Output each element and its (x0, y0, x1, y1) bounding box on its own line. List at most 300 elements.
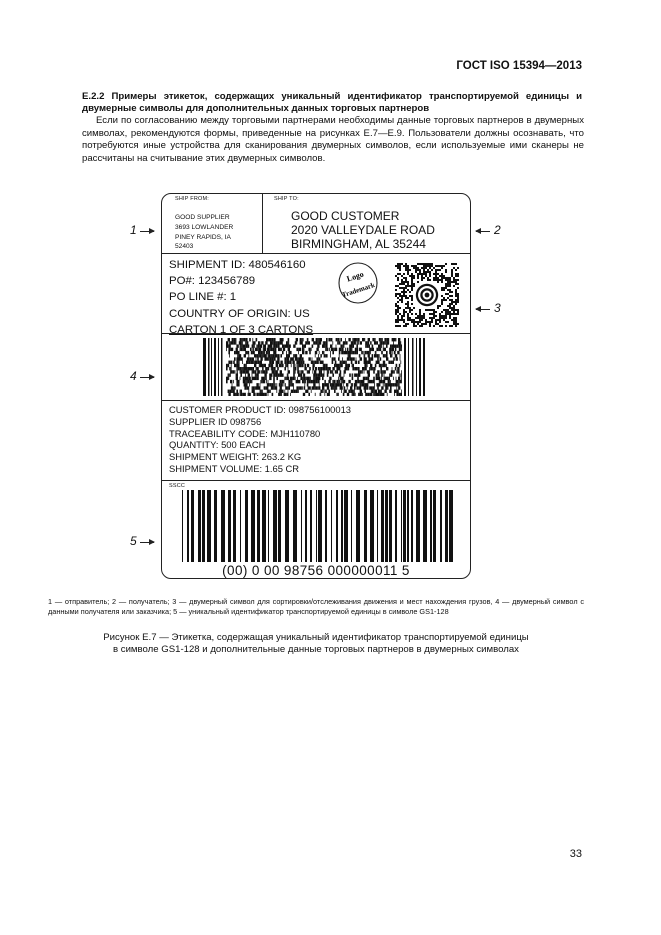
pdf417-module (360, 390, 362, 393)
pdf417-module (238, 383, 240, 386)
qr-module (439, 319, 441, 321)
pdf417-module (376, 373, 378, 376)
pdf417-module (328, 367, 329, 370)
qr-module (405, 297, 407, 299)
pdf417-module (364, 351, 366, 354)
pdf417-module (335, 361, 337, 364)
pdf417-module (272, 370, 274, 373)
pdf417-module (240, 370, 242, 373)
pdf417-module (347, 348, 349, 351)
pdf417-module (345, 338, 346, 341)
pdf417-module (257, 370, 259, 373)
pdf417-module (382, 338, 383, 341)
body-paragraph-text: Если по согласованию между торговыми партнерами необходимы данные торговых партнеров в двумерных символах, рекомендуются формы, приведенные на рисунках E.7—E.9. Пользователи должны осознавать, что потребуются иные устройства для сканирования двумерных символов, если используемые ими сканеры не рассчитаны на считывание этих двумерных символов. (82, 115, 584, 164)
pdf417-module (360, 357, 362, 360)
pdf417-module (338, 377, 339, 380)
pdf417-module (243, 370, 245, 373)
pdf417-module (268, 390, 270, 393)
pdf417-module (317, 341, 319, 344)
pdf417-module (301, 370, 303, 373)
pdf417-module (277, 373, 279, 376)
callout-1: 1 (130, 223, 137, 237)
pdf417-module (293, 364, 295, 367)
qr-module (457, 293, 459, 295)
pdf417-module (341, 380, 342, 383)
pdf417-stop-bar (419, 338, 421, 396)
pdf417-stop-bar (412, 338, 414, 396)
pdf417-module (358, 361, 360, 364)
pdf417-module (322, 383, 324, 386)
pdf417-module (344, 367, 346, 370)
pdf417-module (305, 390, 306, 393)
pdf417-module (325, 367, 327, 370)
pdf417-module (389, 351, 391, 354)
pdf417-module (353, 341, 355, 344)
qr-module (443, 289, 445, 291)
pdf417-module (282, 338, 284, 341)
pdf417-module (303, 377, 304, 380)
pdf417-module (317, 338, 319, 341)
pdf417-module (263, 354, 264, 357)
pdf417-module (392, 338, 394, 341)
qr-module (397, 319, 399, 321)
pdf417-module (337, 393, 339, 396)
pdf417-module (401, 373, 402, 376)
pdf417-module (353, 390, 355, 393)
pdf417-module (354, 383, 356, 386)
pdf417-module (238, 351, 240, 354)
pdf417-module (338, 380, 339, 383)
qr-module (449, 295, 451, 297)
pdf417-module (240, 367, 242, 370)
qr-module (407, 313, 409, 315)
pdf417-module (362, 338, 364, 341)
qr-module (441, 287, 443, 289)
pdf417-module (272, 348, 274, 351)
qr-module (449, 307, 451, 309)
qr-module (451, 301, 453, 303)
pdf417-module (281, 393, 282, 396)
qr-module (437, 265, 439, 267)
pdf417-module (293, 383, 294, 386)
sscc-bar (423, 490, 427, 562)
pdf417-module (311, 390, 312, 393)
pdf417-module (329, 348, 330, 351)
qr-module (455, 319, 457, 321)
pdf417-module (231, 386, 233, 389)
pdf417-module (302, 351, 304, 354)
body-paragraph (82, 115, 584, 165)
pdf417-module (288, 380, 290, 383)
pdf417-module (390, 344, 392, 347)
pdf417-module (280, 373, 282, 376)
qr-module (403, 291, 405, 293)
pdf417-module (362, 380, 364, 383)
qr-module (411, 281, 413, 283)
pdf417-module (359, 348, 360, 351)
pdf417-module (226, 364, 228, 367)
sscc-bar (310, 490, 312, 562)
pdf417-module (357, 373, 358, 376)
pdf417-module (295, 367, 297, 370)
pdf417-module (385, 383, 387, 386)
pdf417-module (372, 380, 374, 383)
pdf417-module (249, 380, 251, 383)
pdf417-module (278, 361, 280, 364)
pdf417-module (355, 351, 357, 354)
pdf417-module (291, 380, 292, 383)
pdf417-module (257, 348, 259, 351)
sscc-bar (240, 490, 241, 562)
qr-module (411, 299, 413, 301)
pdf417-module (305, 380, 306, 383)
pdf417-module (240, 393, 242, 396)
pdf417-module (306, 341, 308, 344)
pdf417-module (303, 338, 304, 341)
qr-module (449, 305, 451, 307)
sscc-bar (344, 490, 348, 562)
pdf417-module (261, 341, 263, 344)
sscc-bar (411, 490, 413, 562)
pdf417-module (256, 373, 258, 376)
pdf417-module (345, 341, 347, 344)
pdf417-module (288, 386, 289, 389)
qr-module (441, 303, 443, 305)
pdf417-module (296, 364, 297, 367)
pdf417-module (340, 338, 342, 341)
pdf417-module (255, 370, 257, 373)
pdf417-module (276, 373, 278, 376)
pdf417-module (334, 380, 336, 383)
customer-product-id: CUSTOMER PRODUCT ID: 098756100013 (169, 404, 352, 415)
pdf417-module (249, 383, 250, 386)
pdf417-module (232, 383, 233, 386)
qr-module (397, 265, 399, 267)
pdf417-module (385, 354, 387, 357)
pdf417-module (345, 348, 346, 351)
qr-module (411, 309, 413, 311)
pdf417-module (293, 373, 294, 376)
qr-module (453, 309, 455, 311)
pdf417-module (360, 370, 362, 373)
sscc-bar (351, 490, 352, 562)
qr-module (429, 325, 431, 327)
qr-module (453, 279, 455, 281)
pdf417-stop-bar (416, 338, 417, 396)
sscc-bar (251, 490, 255, 562)
qr-module (453, 301, 455, 303)
pdf417-module (252, 357, 254, 360)
pdf417-module (240, 348, 241, 351)
qr-module (441, 311, 443, 313)
pdf417-module (386, 357, 388, 360)
pdf417-module (243, 338, 244, 341)
pdf417-module (381, 377, 382, 380)
qr-module (411, 275, 413, 277)
qr-module (399, 295, 401, 297)
pdf417-module (375, 338, 376, 341)
pdf417-module (233, 393, 235, 396)
pdf417-module (335, 370, 337, 373)
qr-module (401, 287, 403, 289)
qr-module (395, 325, 397, 327)
qr-module (427, 309, 429, 311)
qr-module (399, 325, 401, 327)
pdf417-module (320, 367, 322, 370)
pdf417-module (293, 354, 295, 357)
pdf417-module (378, 383, 380, 386)
pdf417-module (325, 341, 327, 344)
pdf417-module (390, 383, 392, 386)
pdf417-module (307, 338, 309, 341)
pdf417-module (309, 351, 310, 354)
pdf417-module (328, 390, 330, 393)
qr-module (455, 275, 457, 277)
pdf417-module (228, 393, 230, 396)
pdf417-module (263, 367, 264, 370)
pdf417-module (290, 357, 291, 360)
pdf417-module (300, 338, 302, 341)
pdf417-module (315, 386, 316, 389)
qr-module (449, 317, 451, 319)
pdf417-module (343, 361, 345, 364)
pdf417-module (356, 383, 357, 386)
pdf417-module (365, 393, 367, 396)
qr-module (447, 281, 449, 283)
qr-module (397, 301, 399, 303)
pdf417-module (289, 361, 291, 364)
pdf417-module (324, 354, 326, 357)
pdf417-module (238, 364, 240, 367)
qr-module (413, 265, 415, 267)
pdf417-module (258, 351, 260, 354)
pdf417-module (368, 393, 370, 396)
pdf417-module (264, 373, 266, 376)
sscc-bar (341, 490, 343, 562)
pdf417-module (236, 393, 237, 396)
pdf417-module (302, 344, 304, 347)
pdf417-module (376, 393, 378, 396)
pdf417-module (285, 377, 287, 380)
pdf417-module (276, 364, 278, 367)
pdf417-module (367, 364, 368, 367)
qr-module (455, 301, 457, 303)
qr-module (419, 269, 421, 271)
pdf417-module (352, 338, 353, 341)
pdf417-module (252, 370, 254, 373)
pdf417-module (260, 361, 262, 364)
pdf417-module (293, 367, 295, 370)
pdf417-module (386, 377, 388, 380)
pdf417-module (383, 383, 384, 386)
pdf417-module (255, 386, 256, 389)
pdf417-module (296, 338, 298, 341)
pdf417-module (298, 380, 300, 383)
pdf417-module (300, 377, 302, 380)
qr-module (451, 281, 453, 283)
pdf417-module (287, 377, 289, 380)
pdf417-module (324, 370, 325, 373)
qr-module (421, 275, 423, 277)
pdf417-module (368, 373, 370, 376)
ship-to-heading: SHIP TO: (274, 196, 299, 202)
pdf417-module (240, 370, 241, 373)
qr-module (399, 263, 401, 265)
qr-module (399, 299, 401, 301)
pdf417-module (265, 370, 267, 373)
pdf417-module (349, 357, 350, 360)
pdf417-module (316, 341, 318, 344)
pdf417-module (366, 361, 368, 364)
pdf417-module (245, 351, 247, 354)
pdf417-module (349, 344, 350, 347)
pdf417-module (242, 338, 243, 341)
pdf417-module (322, 377, 324, 380)
pdf417-module (317, 386, 319, 389)
qr-module (443, 277, 445, 279)
pdf417-module (372, 386, 374, 389)
pdf417-module (389, 348, 391, 351)
pdf417-module (352, 364, 354, 367)
pdf417-module (333, 357, 334, 360)
pdf417-module (295, 354, 297, 357)
qr-module (409, 317, 411, 319)
qr-module (455, 299, 457, 301)
pdf417-module (229, 367, 231, 370)
pdf417-module (283, 348, 285, 351)
pdf417-module (228, 373, 229, 376)
qr-module (401, 299, 403, 301)
pdf417-module (260, 380, 261, 383)
pdf417-module (398, 351, 400, 354)
pdf417-module (325, 380, 326, 383)
pdf417-module (364, 364, 366, 367)
pdf417-module (271, 354, 272, 357)
qr-module (455, 281, 457, 283)
pdf417-module (245, 380, 247, 383)
qr-module (397, 309, 399, 311)
qr-module (457, 311, 459, 313)
pdf417-module (381, 344, 382, 347)
pdf417-module (230, 390, 232, 393)
pdf417-module (340, 364, 342, 367)
pdf417-module (334, 383, 335, 386)
qr-module (405, 311, 407, 313)
pdf417-module (371, 367, 373, 370)
pdf417-module (328, 370, 329, 373)
sscc-bar (278, 490, 281, 562)
pdf417-module (352, 393, 354, 396)
standard-header: ГОСТ ISO 15394—2013 (456, 60, 582, 72)
pdf417-module (381, 386, 383, 389)
pdf417-module (264, 364, 266, 367)
pdf417-module (248, 380, 250, 383)
pdf417-module (234, 364, 236, 367)
pdf417-module (269, 357, 270, 360)
qr-module (453, 305, 455, 307)
qr-module (401, 315, 403, 317)
pdf417-module (276, 341, 277, 344)
pdf417-module (284, 377, 285, 380)
qr-module (413, 277, 415, 279)
qr-module (405, 267, 407, 269)
qr-module (457, 273, 459, 275)
qr-module (449, 325, 451, 327)
pdf417-module (277, 341, 279, 344)
pdf417-module (339, 341, 341, 344)
pdf417-module (322, 344, 324, 347)
pdf417-module (269, 377, 271, 380)
pdf417-module (228, 373, 229, 376)
pdf417-module (263, 344, 264, 347)
qr-module (427, 321, 429, 323)
pdf417-module (304, 386, 306, 389)
pdf417-module (312, 364, 314, 367)
pdf417-module (380, 344, 381, 347)
pdf417-module (256, 338, 258, 341)
qr-module (399, 287, 401, 289)
pdf417-module (249, 357, 251, 360)
pdf417-start-bar (208, 338, 210, 396)
pdf417-module (319, 383, 320, 386)
pdf417-module (401, 348, 402, 351)
qr-module (449, 289, 451, 291)
pdf417-module (243, 380, 245, 383)
pdf417-module (307, 380, 309, 383)
pdf417-module (313, 377, 315, 380)
pdf417-module (236, 393, 238, 396)
pdf417-module (333, 380, 334, 383)
pdf417-module (276, 390, 277, 393)
pdf417-module (273, 383, 275, 386)
pdf417-module (380, 357, 382, 360)
pdf417-module (396, 357, 398, 360)
pdf417-module (279, 390, 280, 393)
pdf417-module (260, 351, 262, 354)
pdf417-module (380, 370, 382, 373)
quantity: QUANTITY: 500 EACH (169, 439, 266, 451)
pdf417-module (237, 354, 239, 357)
pdf417-module (356, 361, 358, 364)
pdf417-module (303, 393, 305, 396)
sscc-bar (401, 490, 402, 562)
pdf417-module (280, 341, 282, 344)
pdf417-module (348, 354, 349, 357)
qr-module (455, 289, 457, 291)
pdf417-module (236, 380, 238, 383)
pdf417-module (304, 348, 305, 351)
pdf417-module (254, 390, 255, 393)
pdf417-module (272, 367, 274, 370)
pdf417-module (259, 348, 261, 351)
pdf417-module (344, 390, 346, 393)
pdf417-module (369, 351, 371, 354)
pdf417-module (254, 351, 255, 354)
pdf417-module (260, 341, 261, 344)
qr-module (397, 263, 399, 265)
qr-module (437, 281, 439, 283)
qr-module (395, 265, 397, 267)
qr-module (413, 283, 415, 285)
qr-module (401, 281, 403, 283)
pdf417-module (290, 377, 292, 380)
qr-module (445, 315, 447, 317)
pdf417-module (262, 377, 264, 380)
sscc-bar (262, 490, 266, 562)
pdf417-module (367, 370, 369, 373)
pdf417-module (271, 364, 273, 367)
qr-module (407, 319, 409, 321)
